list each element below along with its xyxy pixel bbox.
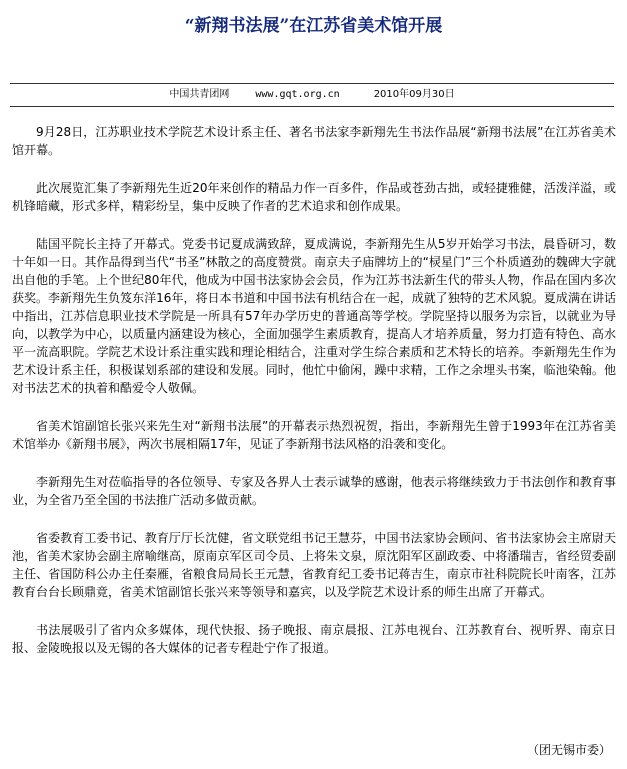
source-name: 中国共青团网 [169,89,230,100]
article-signature: （团无锡市委） [526,743,611,757]
publish-date: 2010年09月30日 [373,89,455,100]
article-body [12,123,616,677]
paragraph-exhibition: 此次展览汇集了李新翔先生近20年来创作的精品力作一百多件，作品或苍劲古拙，或轻捷雅健，活泼洋溢，或机锋暗藏，形式多样，精彩纷呈，集中反映了作者的艺术追求和创作成果。 [12,181,616,213]
paragraph-media: 书法展吸引了省内众多媒体，现代快报、扬子晚报、南京晨报、江苏电视台、江苏教育台、视听界、南京日报、金陵晚报以及无锡的各大媒体的记者专程赴宁作了报道。 [12,623,616,655]
article-title: “新翔书法展”在江苏省美术馆开展 [184,16,443,36]
source-url: www.gqt.org.cn [255,89,340,100]
paragraph-attendees: 省委教育工委书记、教育厅厅长沈健，省文联党组书记王慧芬，中国书法家协会顾问、省书法家协会主席尉天池，省美术家协会副主席喻继高，原南京军区司令员、上将朱文泉，原沈阳军区副政委、中将潘瑞吉，省经贸委副主任、省国防科公办主任秦雁，省粮食局局长王元慧，省教育纪工委书记蒋吉生，南京市社科院院长叶南客，江苏教育台台长顾鼎竟，省美术馆副馆长张兴来等领导和嘉宾，以及学院艺术设计系的师生出席了开幕式。 [12,531,616,599]
paragraph-ceremony: 陆国平院长主持了开幕式。党委书记夏成满致辞，夏成满说，李新翔先生从5岁开始学习书法，晨昏研习，数十年如一日。其作品得到当代“书圣”林散之的高度赞赏。南京夫子庙牌坊上的“棂星门”三个朴质遒劲的魏碑大字就出自他的手笔。上个世纪80年代，他成为中国书法家协会会员，作为江苏书法新生代的带头人物，作品在国内多次获奖。李新翔先生负笈东洋16年，将日本书道和中国书法有机结合在一起，成就了独特的艺术风貌。夏成满在讲话中指出，江苏信息职业技术学院是一所具有57年办学历史的普通高等学校。学院坚持以服务为宗旨，以就业为导向，以教学为中心，以质量内涵建设为核心，全面加强学生素质教育，提高人才培养质量，努力打造有特色、高水平一流高职院。学院艺术设计系注重实践和理论相结合，注重对学生综合素质和艺术特长的培养。李新翔先生作为艺术设计系主任，积极谋划系部的建设和发展。同时，他忙中偷闲，躁中求精，工作之余埋头书案，临池染翰。他对书法艺术的执着和酷爱令人敬佩。 [12,237,616,395]
paragraph-thanks: 李新翔先生对莅临指导的各位领导、专家及各界人士表示诚挚的感谢，他表示将继续致力于书法创作和教育事业，为全省乃至全国的书法推广活动多做贡献。 [12,475,616,507]
paragraph-congratulations: 省美术馆副馆长张兴来先生对“新翔书法展”的开幕表示热烈祝贺，指出，李新翔先生曾于1993年在江苏省美术馆举办《新翔书展》，两次书展相隔17年，见证了李新翔书法风格的沿袭和变化。 [12,419,616,451]
article-meta-bar [10,83,614,107]
paragraph-opening: 9月28日，江苏职业技术学院艺术设计系主任、著名书法家李新翔先生书法作品展“新翔书法展”在江苏省美术馆开幕。 [12,125,616,157]
